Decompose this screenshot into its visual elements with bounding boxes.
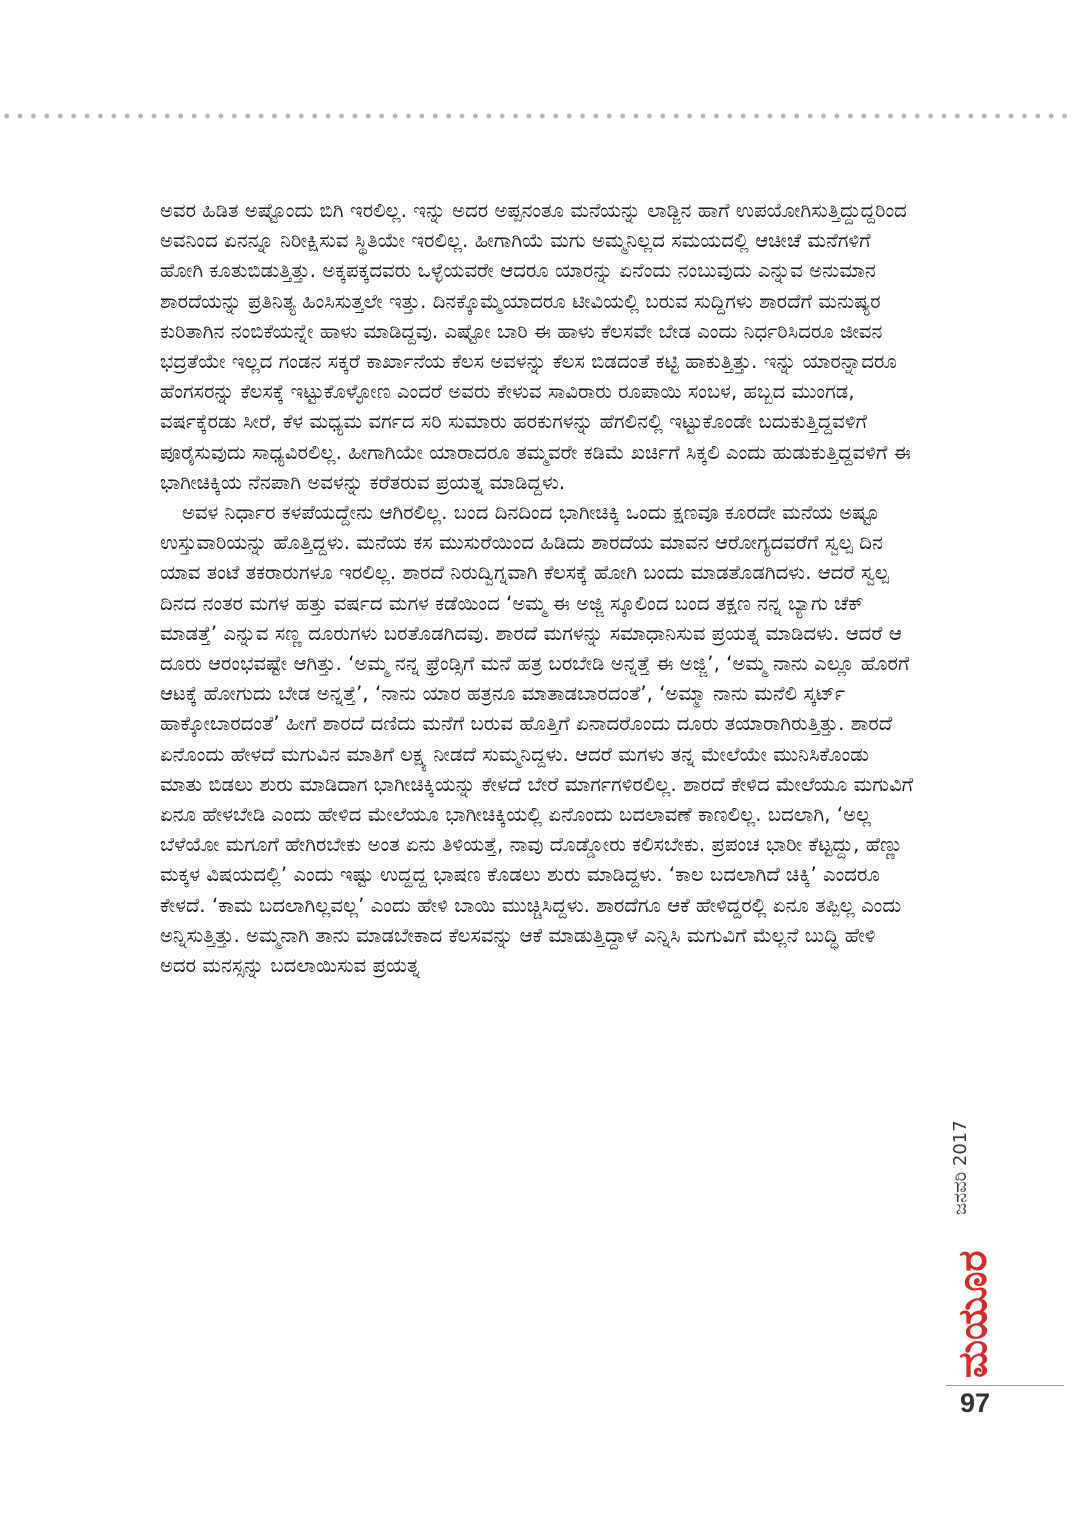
- dotted-rule: [0, 112, 1072, 120]
- page-number: 97: [960, 1388, 991, 1418]
- paragraph-2: ಅವಳ ನಿರ್ಧಾರ ಕಳಪೆಯದ್ದೇನು ಆಗಿರಲಿಲ್ಲ. ಬಂದ ದಿನದಿಂದ ಭಾಗೀಚಿಕ್ಕಿ ಒಂದು ಕ್ಷಣವೂ ಕೂರದೇ ಮನೆಯ ಅಷ್ಟೂ ಉಸ್ತುವಾರಿಯನ್ನು ಹೊತ್ತಿದ್ದಳು. ಮನೆಯ ಕಸ ಮುಸುರೆಯಿಂದ ಹಿಡಿದು ಶಾರದೆಯ ಮಾವನ ಆರೋಗ್ಯದವರೆಗೆ ಸ್ವಲ್ಪ ದಿನ ಯಾವ ತಂಟೆ ತಕರಾರುಗಳೂ ಇರಲಿಲ್ಲ. ಶಾರದೆ ನಿರುದ್ವಿಗ್ನವಾಗಿ ಕೆಲಸಕ್ಕೆ ಹೋಗಿ ಬಂದು ಮಾಡತೊಡಗಿದಳು. ಆದರೆ ಸ್ವಲ್ಪ ದಿನದ ನಂತರ ಮಗಳ ಹತ್ತು ವರ್ಷದ ಮಗಳ ಕಡೆಯಿಂದ ‘ಅಮ್ಮ ಈ ಅಜ್ಜಿ ಸ್ಕೂಲಿಂದ ಬಂದ ತಕ್ಷಣ ನನ್ನ ಬ್ಯಾಗು ಚೆಕ್ ಮಾಡತ್ತೆ’ ಎನ್ನುವ ಸಣ್ಣ ದೂರುಗಳು ಬರತೊಡಗಿದವು. ಶಾರದೆ ಮಗಳನ್ನು ಸಮಾಧಾನಿಸುವ ಪ್ರಯತ್ನ ಮಾಡಿದಳು. ಆದರೆ ಆ ದೂರು ಆರಂಭವಷ್ಟೇ ಆಗಿತ್ತು. ‘ಅಮ್ಮ ನನ್ನ ಫ್ರೆಂಡ್ಸಿಗೆ ಮನೆ ಹತ್ರ ಬರಬೇಡಿ ಅನ್ನತ್ತೆ ಈ ಅಜ್ಜಿ’, ‘ಅಮ್ಮ ನಾನು ಎಲ್ಲೂ ಹೊರಗೆ ಆಟಕ್ಕೆ ಹೋಗುದು ಬೇಡ ಅನ್ನತ್ತೆ’, ‘ನಾನು ಯಾರ ಹತ್ರನೂ ಮಾತಾಡಬಾರದಂತೆ’, ‘ಅಮ್ಮಾ ನಾನು ಮನೆಲಿ ಸ್ಕರ್ಟ್ ಹಾಕ್ಕೋಬಾರದಂತೆ’ ಹೀಗೆ ಶಾರದೆ ದಣಿದು ಮನೆಗೆ ಬರುವ ಹೊತ್ತಿಗೆ ಏನಾದರೊಂದು ದೂರು ತಯಾರಾಗಿರುತ್ತಿತ್ತು. ಶಾರದೆ ಏನೊಂದು ಹೇಳದೆ ಮಗುವಿನ ಮಾತಿಗೆ ಲಕ್ಷ್ಯ ನೀಡದೆ ಸುಮ್ಮನಿದ್ದಳು. ಆದರೆ ಮಗಳು ತನ್ನ ಮೇಲೆಯೇ ಮುನಿಸಿಕೊಂಡು ಮಾತು ಬಿಡಲು ಶುರು ಮಾಡಿದಾಗ ಭಾಗೀಚಿಕ್ಕಿಯನ್ನು ಕೇಳದೆ ಬೇರೆ ಮಾರ್ಗಗಳಿರಲಿಲ್ಲ. ಶಾರದೆ ಕೇಳಿದ ಮೇಲೆಯೂ ಮಗುವಿಗೆ ಏನೂ ಹೇಳಬೇಡಿ ಎಂದು ಹೇಳಿದ ಮೇಲೆಯೂ ಭಾಗೀಚಿಕ್ಕಿಯಲ್ಲಿ ಏನೊಂದು ಬದಲಾವಣೆ ಕಾಣಲಿಲ್ಲ. ಬದಲಾಗಿ, ‘ಅಲ್ಲ ಬೆಳೆಯೋ ಮಗೂಗೆ ಹೇಗಿರಬೇಕು ಅಂತ ಏನು ತಿಳಿಯತ್ತೆ, ನಾವು ದೊಡ್ಡೋರು ಕಲಿಸಬೇಕು. ಪ್ರಪಂಚ ಭಾರೀ ಕೆಟ್ಟದ್ದು, ಹೆಣ್ಣು ಮಕ್ಕಳ ವಿಷಯದಲ್ಲಿ’ ಎಂದು ಇಷ್ಟು ಉದ್ದದ್ದ ಭಾಷಣ ಕೊಡಲು ಶುರು ಮಾಡಿದ್ದಳು. ‘ಕಾಲ ಬದಲಾಗಿದೆ ಚಿಕ್ಕಿ’ ಎಂದರೂ ಕೇಳದೆ. ‘ಕಾಮ ಬದಲಾಗಿಲ್ಲವಲ್ಲ’ ಎಂದು ಹೇಳಿ ಬಾಯಿ ಮುಚ್ಚಿಸಿದ್ದಳು. ಶಾರದೆಗೂ ಆಕೆ ಹೇಳಿದ್ದರಲ್ಲಿ ಏನೂ ತಪ್ಪಿಲ್ಲ ಎಂದು ಅನ್ನಿಸುತ್ತಿತ್ತು. ಅಮ್ಮನಾಗಿ ತಾನು ಮಾಡಬೇಕಾದ ಕೆಲಸವನ್ನು ಆಕೆ ಮಾಡುತ್ತಿದ್ದಾಳೆ ಎನ್ನಿಸಿ ಮಗುವಿಗೆ ಮೆಲ್ಲನೆ ಬುದ್ಧಿ ಹೇಳಿ ಅದರ ಮನಸ್ಸನ್ನು ಬದಲಾಯಿಸುವ ಪ್ರಯತ್ನ: [160, 501, 914, 978]
- masthead-logo-text: ಮಯೂರ: [950, 1250, 996, 1378]
- masthead-logo-mark: [946, 1210, 996, 1380]
- issue-month-year: ಜನವರಿ 2017: [950, 1120, 971, 1215]
- masthead-logo: [946, 1210, 996, 1378]
- paragraph-1: ಅವರ ಹಿಡಿತ ಅಷ್ಟೊಂದು ಬಿಗಿ ಇರಲಿಲ್ಲ. ಇನ್ನು ಅದರ ಅಪ್ಪನಂತೂ ಮನೆಯನ್ನು ಲಾಡ್ಜಿನ ಹಾಗೆ ಉಪಯೋಗಿಸುತ್ತಿದ್ದುದ್ದರಿಂದ ಅವನಿಂದ ಏನನ್ನೂ ನಿರೀಕ್ಷಿಸುವ ಸ್ಥಿತಿಯೇ ಇರಲಿಲ್ಲ. ಹೀಗಾಗಿಯೆ ಮಗು ಅಮ್ಮನಿಲ್ಲದ ಸಮಯದಲ್ಲಿ ಆಚೀಚೆ ಮನೆಗಳಿಗೆ ಹೋಗಿ ಕೂತುಬಿಡುತ್ತಿತ್ತು. ಅಕ್ಕಪಕ್ಕದವರು ಒಳ್ಳೆಯವರೇ ಆದರೂ ಯಾರನ್ನು ಏನೆಂದು ನಂಬುವುದು ಎನ್ನುವ ಅನುಮಾನ ಶಾರದೆಯನ್ನು ಪ್ರತಿನಿತ್ಯ ಹಿಂಸಿಸುತ್ತಲೇ ಇತ್ತು. ದಿನಕ್ಕೊಮ್ಮೆಯಾದರೂ ಟೀವಿಯಲ್ಲಿ ಬರುವ ಸುದ್ದಿಗಳು ಶಾರದೆಗೆ ಮನುಷ್ಯರ ಕುರಿತಾಗಿನ ನಂಬಿಕೆಯನ್ನೇ ಹಾಳು ಮಾಡಿದ್ದವು. ಎಷ್ಟೋ ಬಾರಿ ಈ ಹಾಳು ಕೆಲಸವೇ ಬೇಡ ಎಂದು ನಿರ್ಧರಿಸಿದರೂ ಜೀವನ ಭದ್ರತೆಯೇ ಇಲ್ಲದ ಗಂಡನ ಸಕ್ಕರೆ ಕಾರ್ಖಾನೆಯ ಕೆಲಸ ಅವಳನ್ನು ಕೆಲಸ ಬಿಡದಂತೆ ಕಟ್ಟಿ ಹಾಕುತ್ತಿತ್ತು. ಇನ್ನು ಯಾರನ್ನಾದರೂ ಹೆಂಗಸರನ್ನು ಕೆಲಸಕ್ಕೆ ಇಟ್ಟುಕೊಳ್ಳೋಣ ಎಂದರೆ ಅವರು ಕೇಳುವ ಸಾವಿರಾರು ರೂಪಾಯಿ ಸಂಬಳ, ಹಬ್ಬದ ಮುಂಗಡ, ವರ್ಷಕ್ಕೆರಡು ಸೀರೆ, ಕೆಳ ಮಧ್ಯಮ ವರ್ಗದ ಸರಿ ಸುಮಾರು ಹರಕುಗಳನ್ನು ಹೆಗಲಿನಲ್ಲಿ ಇಟ್ಟುಕೊಂಡೇ ಬದುಕುತ್ತಿದ್ದವಳಿಗೆ ಪೂರೈಸುವುದು ಸಾಧ್ಯವಿರಲಿಲ್ಲ. ಹೀಗಾಗಿಯೇ ಯಾರಾದರೂ ತಮ್ಮವರೇ ಕಡಿಮೆ ಖರ್ಚಿಗೆ ಸಿಕ್ಕಲಿ ಎಂದು ಹುಡುಕುತ್ತಿದ್ದವಳಿಗೆ ಈ ಭಾಗೀಚಿಕ್ಕಿಯ ನೆನಪಾಗಿ ಅವಳನ್ನು ಕರೆತರುವ ಪ್ರಯತ್ನ ಮಾಡಿದ್ದಳು.: [160, 199, 911, 494]
- footer-rule: [946, 1385, 1064, 1386]
- magazine-sidebar: [946, 1095, 1066, 1385]
- issue-date: [946, 1095, 976, 1215]
- article-body: [160, 196, 914, 981]
